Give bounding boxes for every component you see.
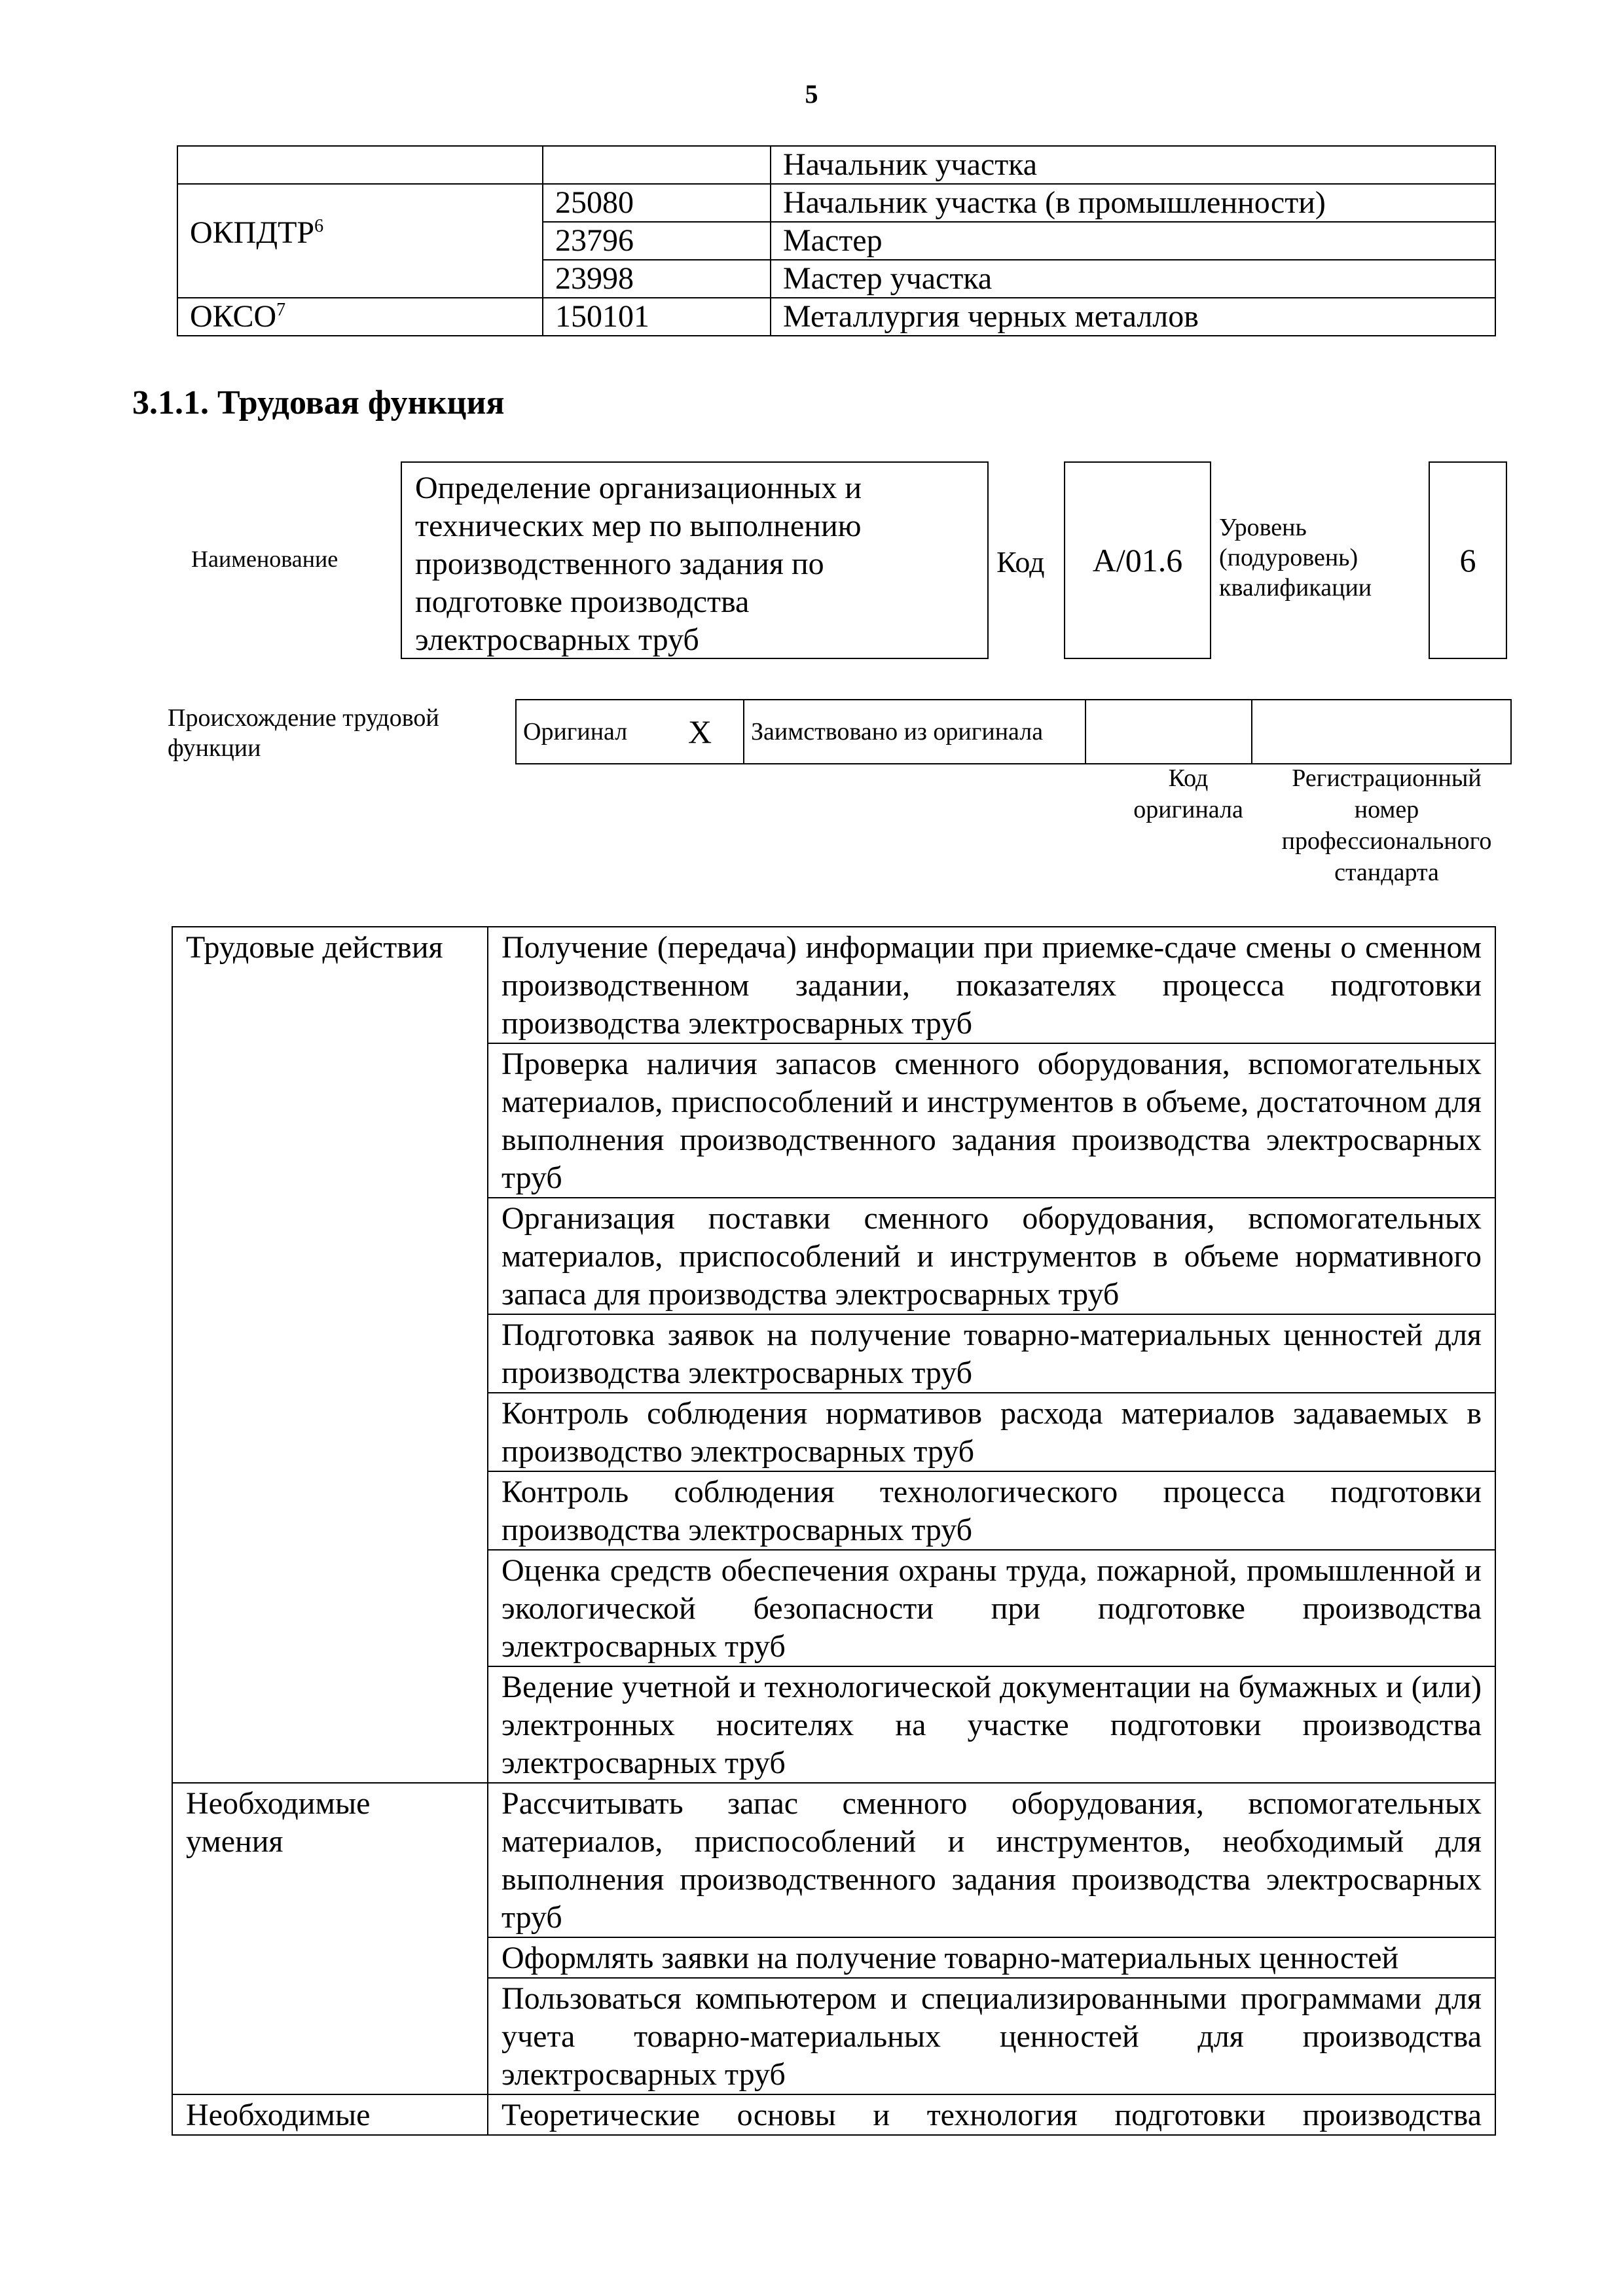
table-row (177, 184, 1495, 222)
table-row (172, 2094, 1495, 2135)
origin-label: Происхождение трудовой функции (168, 704, 439, 762)
page-number: 5 (805, 79, 818, 109)
code-caption: Код оригинала (1133, 764, 1243, 823)
labor-action: Контроль соблюдения технологического процесса подготовки производства электросварных труб (488, 1471, 1495, 1550)
code-label: Код (996, 545, 1045, 579)
table-row (177, 298, 1495, 336)
reg-number-cell (1252, 700, 1511, 764)
labor-actions-label: Трудовые действия (172, 927, 488, 1783)
code-cell: 150101 (543, 298, 771, 336)
code-cell (543, 146, 771, 184)
skills-label: Необходимые умения (172, 1783, 488, 2094)
function-name-line: электросварных труб (415, 622, 699, 657)
skill: Оформлять заявки на получение товарно-материальных ценностей (488, 1937, 1495, 1978)
code-cell: 25080 (543, 184, 771, 222)
knowledge-item: Теоретические основы и технология подготовки производства (488, 2094, 1495, 2135)
borrowed-label: Заимствовано из оригинала (744, 700, 1085, 764)
name-cell: Металлургия черных металлов (771, 298, 1495, 336)
original-label: Оригинал (516, 700, 682, 764)
function-name-line: технических мер по выполнению (415, 509, 862, 543)
table-row (172, 927, 1495, 1043)
section-heading: 3.1.1. Трудовая функция (132, 384, 505, 422)
labor-action: Оценка средств обеспечения охраны труда, пожарной, промышленной и экологической безопасности при подготовке производства электросварных труб (488, 1550, 1495, 1666)
original-mark: X (682, 700, 744, 764)
name-cell: Мастер участка (771, 260, 1495, 298)
name-label: Наименование (191, 546, 338, 572)
function-name-line: Определение организационных и (415, 471, 862, 505)
labor-action: Проверка наличия запасов сменного оборудования, вспомогательных материалов, приспособлений и инструментов в объеме, достаточном для выполнения производственного задания производства электросварных труб (488, 1043, 1495, 1198)
table-row (177, 146, 1495, 184)
labor-action: Подготовка заявок на получение товарно-материальных ценностей для производства электросварных труб (488, 1314, 1495, 1393)
reg-caption: Регистрационный номер профессионального стандарта (1281, 764, 1492, 886)
labor-action: Получение (передача) информации при приемке-сдаче смены о сменном производственном задании, показателях процесса подготовки производства электросварных труб (488, 927, 1495, 1043)
labor-action: Контроль соблюдения нормативов расхода материалов задаваемых в производство электросварных труб (488, 1393, 1495, 1471)
table-row (172, 1783, 1495, 1937)
code-cell: 23998 (543, 260, 771, 298)
function-name-line: подготовке производства (415, 584, 750, 619)
code-value: А/01.6 (1064, 461, 1211, 659)
name-cell: Начальник участка (в промышленности) (771, 184, 1495, 222)
original-code-cell (1085, 700, 1252, 764)
level-value: 6 (1429, 461, 1507, 659)
classifier-cell: ОКПДТР$^6$ (177, 184, 543, 298)
name-cell: Начальник участка (771, 146, 1495, 184)
skill: Пользоваться компьютером и специализированными программами для учета товарно-материальных ценностей для производства электросварных труб (488, 1978, 1495, 2094)
name-cell: Мастер (771, 222, 1495, 260)
knowledge-label: Необходимые (172, 2094, 488, 2135)
codes-table (177, 145, 1496, 336)
origin-table (515, 699, 1512, 764)
function-name-box (401, 461, 989, 659)
table-row (516, 700, 1511, 764)
level-label: Уровень (подуровень) квалификации (1219, 514, 1372, 601)
labor-action: Ведение учетной и технологической документации на бумажных и (или) электронных носителях на участке подготовки производства электросварных труб (488, 1666, 1495, 1783)
classifier-cell: ОКСО$^7$ (177, 298, 543, 336)
skill: Рассчитывать запас сменного оборудования, вспомогательных материалов, приспособлений и инструментов, необходимый для выполнения производственного задания производства электросварных труб (488, 1783, 1495, 1937)
labor-function-table (172, 926, 1496, 2136)
labor-action: Организация поставки сменного оборудования, вспомогательных материалов, приспособлений и инструментов в объеме нормативного запаса для производства электросварных труб (488, 1198, 1495, 1314)
classifier-cell (177, 146, 543, 184)
code-cell: 23796 (543, 222, 771, 260)
function-name-line: производственного задания по (415, 547, 824, 581)
